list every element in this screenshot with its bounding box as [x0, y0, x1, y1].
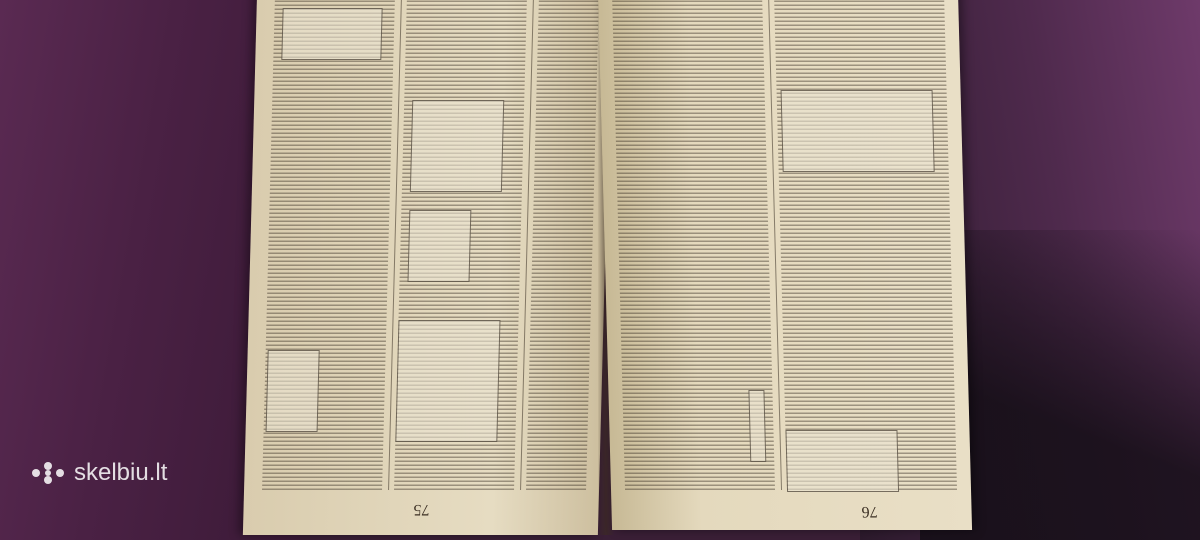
illustration-leaves — [395, 320, 500, 442]
illustration-structure — [785, 430, 899, 492]
illustration-fence — [281, 8, 382, 60]
left-page-number: 75 — [413, 501, 430, 518]
illustration-tool — [266, 350, 320, 432]
open-book — [240, 0, 975, 540]
right-page — [598, 0, 972, 530]
illustration-drills — [410, 100, 504, 192]
watermark-text: skelbiu.lt — [74, 459, 168, 486]
left-page — [243, 0, 612, 535]
illustration-shapes — [781, 90, 935, 172]
dots-logo-icon — [28, 458, 68, 488]
left-text-column-3 — [526, 0, 599, 490]
right-page-number: 76 — [861, 503, 878, 520]
illustration-plant — [407, 210, 471, 282]
watermark — [28, 458, 167, 488]
right-text-column-2 — [774, 0, 957, 490]
illustration-bar — [748, 390, 766, 462]
